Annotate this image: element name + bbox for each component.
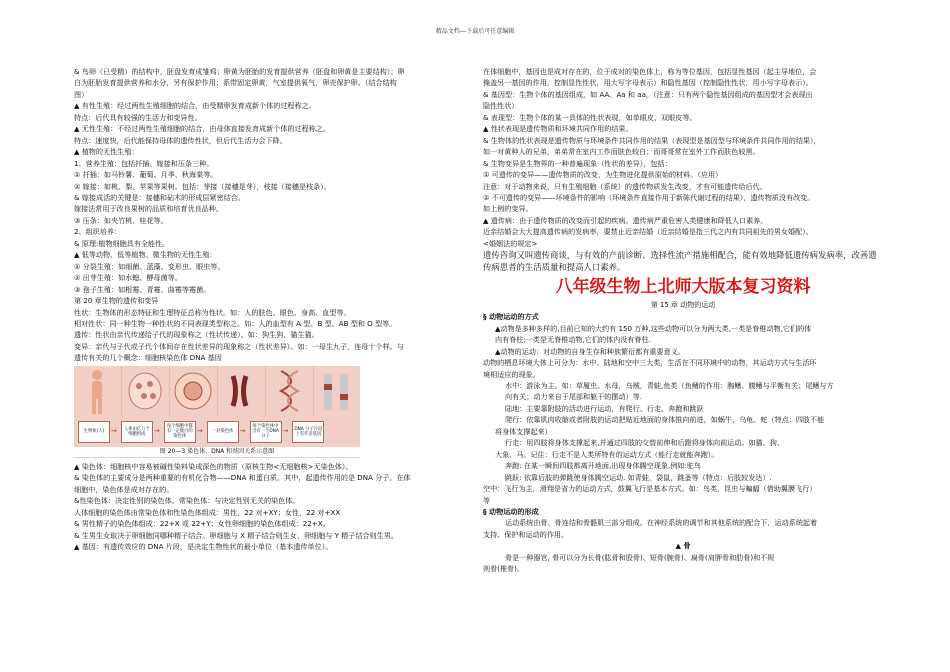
text-line: & 染色体的主要成分是两种重要的有机化合物——DNA 和蛋白质。其中，起遗传作用的是 DNA 分子。在体 (74, 473, 411, 483)
text-line: & 鸟卵（已受精）的结构中，胚盘发育成雏鸡；卵黄为胚胎的发育提供营养（胚盘和卵黄是主要结构）；卵 (74, 67, 405, 76)
text-line: ▲ 遗传病：由于遗传物质的改变而引起的疾病。遗传病严重危害人类健康和降低人口素养。 (483, 215, 768, 225)
chromosome-dna-gene-figure (74, 366, 360, 458)
text-line: ② 不可遗传的变异——环境条件的影响（环境条件直接作用于新陈代谢过程的结果），遗传物质没有改变。 (483, 192, 815, 202)
text-line: ▲ 低等动物、低等植物、微生物的无性生殖： (74, 250, 217, 260)
text-line: ▲动物是多种多样的,目前已知的大约有 150 万种,这些动物可以分为两大类,一类是脊椎动物,它们的体 (495, 323, 812, 333)
text-line: ③ 压条：如夹竹桃、桂花等。 (74, 215, 168, 225)
text-line: 细胞中，染色体是成对存在的。 (74, 484, 174, 494)
text-line: 特点：速度快，后代能保持母体的遗传性状，但后代生活力会下降。 (74, 135, 287, 145)
figure-illustration-strip (74, 366, 360, 416)
text-line: 支持、保护和运动的作用。 (483, 529, 569, 539)
text-line: 嫁接法常用于改良果树的品质和培育优良品种。 (74, 204, 223, 214)
figure-box-row (74, 418, 360, 446)
text-line: 如一对黄种人的兄弟，弟弟常在室内工作而肤色较白；而哥哥常在室外工作而肤色较黑。 (483, 147, 760, 157)
text-line: ① 扦插：如马铃薯、葡萄、月季、秋海棠等。 (74, 170, 218, 180)
text-line: 2、组织培养： (74, 227, 122, 237)
text-line: 运动系统由骨、骨连结和骨骼肌三部分组成。在神经系统的调节和其他系统的配合下，运动系统起着 (505, 518, 818, 528)
text-line: 等 (483, 495, 491, 505)
document-title: 八年级生物上北师大版本复习资料 (555, 277, 811, 298)
text-line: & 表现型：生物个体的某一具体的性状表现，如单眼皮、双眼皮等。 (483, 112, 697, 122)
text-line: & 基因型：生物个体的基因组成，如 AA、Aa 和 aa。（注意：只有两个隐性基因组成的基因型才会表现出 (483, 89, 813, 99)
figure-box: 每个染色体中含有一个DNA分子 (250, 421, 282, 443)
text-line: & 嫁接成活的关键是：接穗和砧木的形成层紧密结合。 (74, 192, 245, 202)
text-line: & 男性精子的染色体组成：22+X 或 22+Y；女性卵细胞的染色体组成：22+X。 (74, 519, 330, 529)
text-line: ▲ 基因：有遗传效应的 DNA 片段，是决定生物性状的最小单位（基本遗传单位）。 (74, 541, 333, 551)
right-column (483, 66, 883, 575)
text-line: 图） (74, 89, 89, 99)
text-line: ▲ 骨 (675, 541, 691, 551)
text-line: 白为胚胎发育提供营养和水分，另有保护作用；系带固定卵黄，气室提供氧气，卵壳保护卵。（结合结构 (74, 78, 397, 88)
figure-box: 生物体(人) (78, 421, 110, 443)
text-line: 注意：对于动物来说，只有生殖细胞（系统）的遗传物质发生改变，才有可能遗传给后代。 (483, 181, 767, 191)
figure-box: 每个细胞中都有一定数目的染色体 (164, 421, 196, 443)
text-line: 大象、马。记住：行走不是人类所特有的运动方式（能行走就能奔跑）。 (495, 449, 719, 459)
text-line: 空中：飞行为主，滑翔是省力的运动方式，鼓翼飞行是基本方式。如：鸟类，昆虫与蝙蝠（借助翼膜飞行） (483, 484, 817, 494)
figure-box: DNA 分子片段上有许多基因 (292, 421, 324, 443)
left-text-top (74, 66, 472, 364)
text-line: 人体细胞的染色体由常染色体和性染色体组成：男性，22 对+XY；女性，22 对+XX (74, 507, 341, 517)
text-line: & 生物变异是生物界的一种普遍现象（性状的差异），包括： (483, 158, 672, 168)
text-line: 变异：亲代与子代或子代个体间存在性状差异的现象称之（性状差异）。如：一母生九子，连母十个样。与 (74, 341, 404, 351)
text-line: 内有脊柱;一类是无脊椎动物,它们的体内没有脊柱. (495, 335, 651, 345)
text-line: & 原理:植物细胞具有全能性。 (74, 238, 170, 248)
text-line: 第 20 章生物的遗传和变异 (74, 296, 159, 306)
text-line: 如上例的变异。 (483, 204, 533, 214)
text-line: 在体细胞中，基因也是成对存在的，位于成对的染色体上，称为等位基因，包括显性基因（起主导地位，会 (483, 67, 817, 76)
right-text-top (483, 66, 883, 249)
text-line: ① 可遗传的变异——遗传物质的改变，为生物进化提供原始的材料。（应用） (483, 170, 723, 180)
text-line: 行走：用四肢将身体支撑起来,并通过四肢的交替前伸和后蹬将身体向前运动。如猫、狗、 (505, 438, 784, 448)
gene-segment-illustration (314, 366, 361, 416)
text-line: 遗传：性状由亲代传递给子代的现象称之（性状传递）。如：狗生狗，猫生猫。 (74, 330, 319, 340)
text-line: ▲ 有性生殖：经过两性生殖细胞的结合，由受精卵发育成新个体的过程称之。 (74, 101, 316, 111)
cell-nucleus-illustration (170, 366, 218, 416)
dna-helix-illustration (266, 366, 314, 416)
text-line: 向有关；动力来自于尾部和躯干的摆动）等. (505, 392, 643, 402)
text-line: 隐性性状） (483, 101, 519, 111)
text-line: 将身体支撑起来） (495, 426, 552, 436)
figure-box: 一对染色体 (207, 421, 239, 443)
section-heading-movement-formation: § 动物运动的形成 (483, 506, 539, 516)
text-line: 则骨(椎骨)。 (483, 564, 525, 574)
page-header: 精品文档---下载后可任意编辑 (435, 28, 515, 35)
text-line: 爬行：依靠肌肉收缩或者附肢的运动把贴近地面的身体推向前进，如蜗牛、乌龟、蛇（特点：四肢不能 (505, 415, 825, 425)
arrow-icon: → (111, 427, 117, 436)
chromosome-pair-illustration (218, 366, 266, 416)
arrow-icon: → (153, 427, 160, 436)
text-line: 跳跃: 依靠后肢的弹跳使身体腾空运动. 如青蛙，袋鼠，跳蚤等（特点：后肢较发达）. (505, 472, 772, 482)
text-line: ② 嫁接：如桃、梨、苹果等果树。包括：芽接（接穗是芽），枝接（接穗是枝条）。 (74, 181, 331, 191)
text-line: ▲动物的运动：对动物的自身生存和种族繁衍都有重要意义。 (495, 346, 685, 356)
text-line: 境相适应的现象。 (483, 369, 540, 379)
human-silhouette-illustration (74, 366, 122, 416)
text-line: & 生男生女取决于卵细胞同哪种精子结合。卵细胞与 X 精子结合则生女，卵细胞与 Y 精子结合则生男。 (74, 530, 398, 540)
text-line: &性染色体：决定性别的染色体。常染色体：与决定性别无关的染色体。 (74, 496, 300, 506)
text-line: 动物的栖息环境大体上可分为：水中、陆地和空中三大类，生活在不同环境中的动物，其运动方式与生活环 (483, 358, 817, 368)
right-text-bottom (483, 517, 883, 574)
text-line: ▲ 性状表现是遗传物质和环境共同作用的结果。 (483, 124, 633, 134)
text-line: ① 分裂生殖：如细菌、蓝藻、变形虫、眼虫等。 (74, 261, 225, 271)
text-line: ③ 孢子生殖：如根霉、青霉、曲霉等霉菌。 (74, 284, 211, 294)
section-heading-movement-modes: § 动物运动的方式 (483, 312, 539, 322)
text-line: 陆地：主要靠附肢的活动进行运动，有爬行、行走、奔跑和跳跃 (505, 403, 704, 413)
text-line: 掩盖另一基因的作用，控制显性性状，用大写字母表示）和隐性基因（控制隐性性状，用小写字母表示）。 (483, 78, 813, 88)
genetic-counseling-paragraph: 遗传咨询又叫遗传商谈，与有效的产前诊断、选择性流产措施相配合，能有效地降低遗传病发病率，改善遗传病患者的生活质量和提高人口素养。 (483, 250, 877, 273)
arrow-icon: → (282, 427, 289, 436)
text-line: 特点：后代具有较强的生活力和变异性。 (74, 112, 202, 122)
cell-cluster-illustration (122, 366, 170, 416)
text-line: 1、营养生殖：包括扦插、嫁接和压条三种。 (74, 158, 214, 168)
arrow-icon: → (239, 427, 246, 436)
text-line: ▲ 植物的无性生殖： (74, 147, 139, 157)
text-line: 遗传有关的几个概念：细胞核染色体 DNA 基因 (74, 353, 222, 363)
left-text-bottom (74, 461, 472, 553)
text-line: 水中：游泳为主。如：草履虫、水母，乌贼，青蛙,鱼类（鱼鳍的作用：胸鳍、腹鳍与平衡有关；尾鳍与方 (505, 380, 834, 390)
text-line: ▲ 无性生殖：不经过两性生殖细胞的结合，由母体直接发育成新个体的过程称之。 (74, 124, 330, 134)
figure-box: 人体由亿万个细胞组成 (121, 421, 153, 443)
text-line: 相对性状：同一种生物一种性状的不同表现类型称之。如：人的血型有 A 型、B 型、AB 型和 O 型等。 (74, 318, 397, 328)
text-line: ▲ 染色体：细胞核中容易被碱性染料染成深色的物质（原核生物<无细胞核>无染色体）。 (74, 461, 353, 471)
figure-caption: 图 20—3 染色体、DNA 和基因关系示意图 (74, 447, 360, 457)
right-text-middle (483, 323, 883, 506)
text-line: 近亲结婚会大大提高遗传病的发病率，要禁止近亲结婚（近亲结婚是指三代之内有共同祖先的男女婚配）。 (483, 227, 813, 237)
text-line: 奔跑: 在某一瞬间四肢都离开地面,出现身体腾空现象.例如:驼鸟 (505, 461, 701, 471)
left-column (74, 66, 472, 552)
text-line: 性状：生物体的形态特征和生理特征总称为性状。如：人的肤色、眼色、身高、血型等。 (74, 307, 351, 317)
text-line: <婚姻法的规定> (483, 238, 538, 248)
chapter-heading: 第 15 章 动物的运动 (650, 301, 716, 310)
arrow-icon: → (196, 427, 203, 436)
text-line: 骨是一种器官, 骨可以分为长骨(肱骨和股骨)、短骨(腕骨)、扁骨(肩胛骨和肋骨)和不规 (505, 552, 775, 562)
text-line: ② 出芽生殖：如水螅、酵母菌等。 (74, 273, 182, 283)
text-line: & 生物体的性状表现是遗传物质与环境条件共同作用的结果（表现型是基因型与环境条件共同作用的结果）， (483, 135, 821, 145)
